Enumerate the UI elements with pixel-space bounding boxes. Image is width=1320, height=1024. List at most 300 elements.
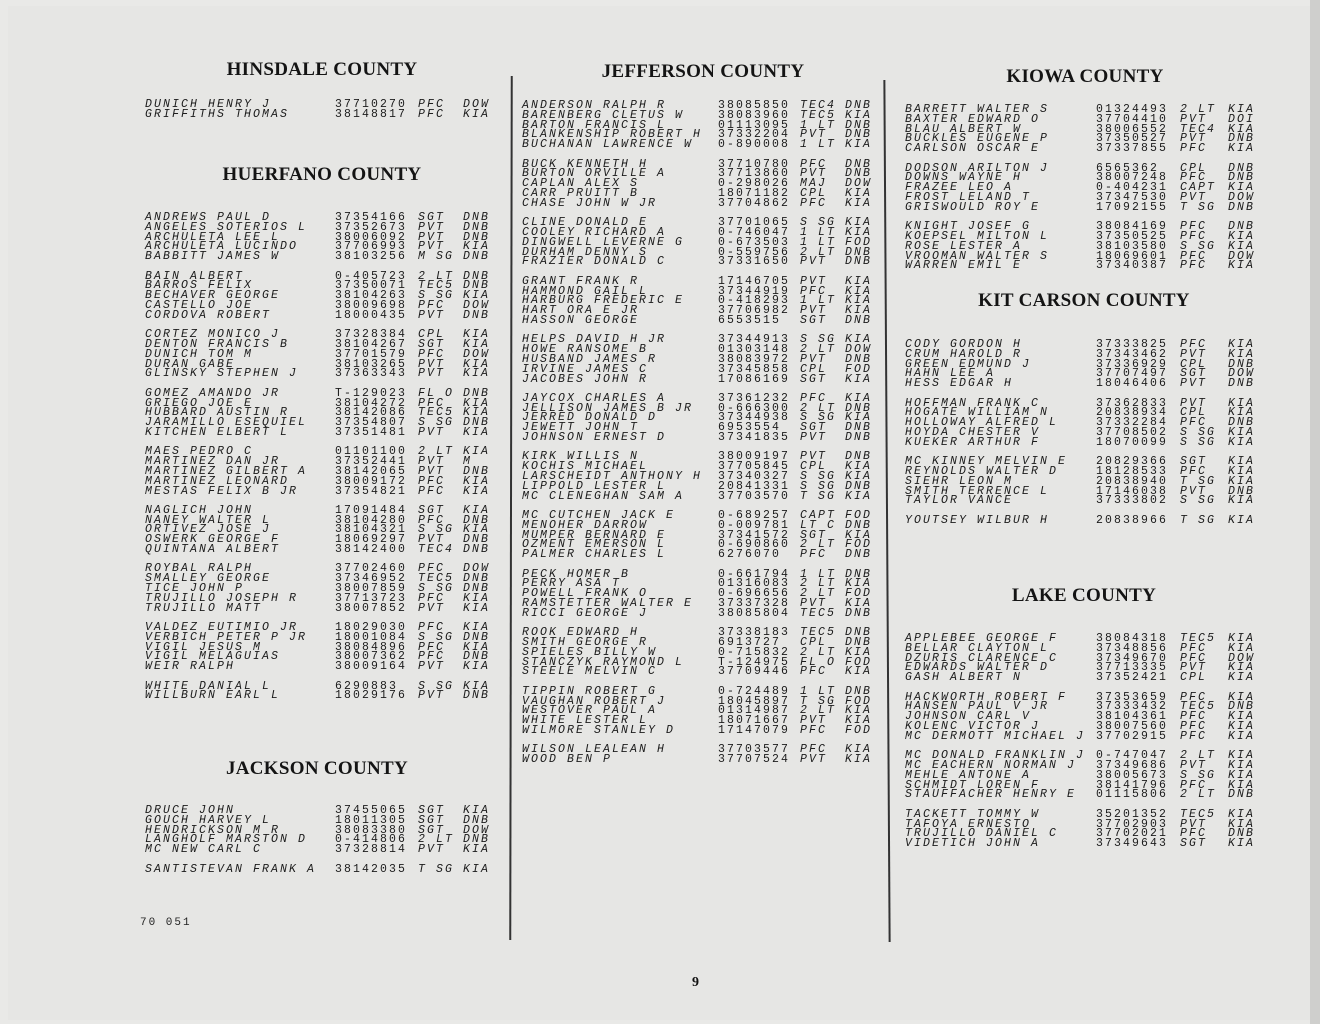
name: SPIELES BILLY W	[522, 645, 658, 659]
name: HELPS DAVID H JR	[522, 333, 667, 347]
county-heading: LAKE COUNTY	[1011, 585, 1157, 606]
serial-number: 37354807	[335, 416, 408, 430]
name: WHITE LESTER L	[522, 714, 649, 728]
name: IRVINE JAMES C	[522, 362, 649, 376]
status: FOD	[845, 509, 873, 523]
serial-number: 37345858	[718, 362, 791, 376]
name: SMITH TERRENCE L	[905, 484, 1050, 498]
rank: SGT	[418, 503, 446, 517]
county-heading: HINSDALE COUNTY	[226, 59, 418, 80]
name: BAXTER EDWARD O	[905, 112, 1041, 126]
name: CASTELLO JOE	[145, 298, 254, 312]
serial-number: 37333432	[1096, 700, 1169, 714]
name: PALMER CHARLES L	[522, 548, 667, 562]
rank: T SG	[1180, 513, 1217, 527]
name: BAIN ALBERT	[145, 269, 245, 283]
rank: SGT	[1180, 837, 1208, 851]
county-heading: KIOWA COUNTY	[1006, 66, 1164, 87]
name: GOMEZ AMANDO JR	[145, 386, 281, 400]
page-number: 9	[692, 975, 699, 990]
name: STANCZYK RAYMOND L	[522, 655, 685, 669]
serial-number: 01113095	[718, 118, 791, 132]
rank: PVT	[800, 128, 828, 142]
rank: S SG	[1180, 494, 1217, 508]
serial-number: 37713723	[335, 591, 408, 605]
name: STAUFFACHER HENRY E	[905, 788, 1077, 802]
serial-number: 20838940	[1096, 474, 1169, 488]
name: CAPLAN ALEX S	[522, 177, 640, 191]
rank: T SG	[1180, 200, 1217, 214]
status: DNB	[1228, 200, 1256, 214]
rank: PVT	[800, 167, 828, 181]
status: KIA	[463, 425, 491, 439]
rank: PFC	[1180, 220, 1208, 234]
status: DNB	[463, 230, 491, 244]
name: CLINE DONALD E	[522, 216, 649, 230]
status: DOW	[463, 562, 491, 576]
serial-number: 37343462	[1096, 347, 1169, 361]
rank: PFC	[418, 562, 446, 576]
rank: CPL	[1180, 406, 1208, 420]
serial-number: 0-715832	[718, 645, 791, 659]
rank: PVT	[418, 240, 446, 254]
serial-number: 0-746047	[718, 225, 791, 239]
serial-number: 0-418293	[718, 294, 791, 308]
name: SIEHR LEON M	[905, 474, 1014, 488]
name: HUBBARD AUSTIN R	[145, 406, 290, 420]
rank: PFC	[1180, 259, 1208, 273]
status: KIA	[463, 640, 491, 654]
rank: TEC5	[418, 572, 455, 586]
rank: CPL	[800, 362, 828, 376]
status: KIA	[463, 107, 491, 121]
rank: PFC	[800, 157, 828, 171]
name: BARENBERG CLETUS W	[522, 108, 685, 122]
rank: T SG	[1180, 474, 1217, 488]
rank: S SG	[418, 289, 455, 303]
serial-number: 37361232	[718, 391, 791, 405]
status: DNB	[463, 279, 491, 293]
rank: PFC	[418, 347, 446, 361]
rank: PFC	[418, 513, 446, 527]
status: KIA	[1228, 719, 1256, 733]
name: MARTINEZ DAN JR	[145, 455, 281, 469]
rank: PFC	[418, 107, 446, 121]
serial-number: 0-696656	[718, 587, 791, 601]
rank: FL O	[418, 386, 455, 400]
status: DNB	[845, 626, 873, 640]
rank: PVT	[1180, 190, 1208, 204]
serial-number: 37337855	[1096, 142, 1169, 156]
name: HACKWORTH ROBERT F	[905, 690, 1068, 704]
name: HENDRICKSON M R	[145, 823, 281, 837]
serial-number: 38142035	[335, 862, 408, 876]
name: GRANT FRANK R	[522, 274, 640, 288]
serial-number: 37350071	[335, 279, 408, 293]
serial-number: 18071667	[718, 714, 791, 728]
status: KIA	[1228, 406, 1256, 420]
name: CARLSON OSCAR E	[905, 142, 1041, 156]
rank: PVT	[418, 357, 446, 371]
name: HOWE RANSOME B	[522, 343, 649, 357]
serial-number: 37328384	[335, 328, 408, 342]
rank: PVT	[1180, 484, 1208, 498]
name: HOFFMAN FRANK C	[905, 396, 1041, 410]
status: KIA	[463, 591, 491, 605]
rank: TEC5	[800, 108, 837, 122]
rank: SGT	[418, 337, 446, 351]
rank: PVT	[418, 533, 446, 547]
status: FOD	[845, 655, 873, 669]
rank: PVT	[1180, 758, 1208, 772]
rank: TEC5	[800, 626, 837, 640]
status: KIA	[845, 372, 873, 386]
name: DURAN GABE	[145, 357, 236, 371]
serial-number: 38142400	[335, 543, 408, 557]
status: DNB	[1228, 220, 1256, 234]
rank: PFC	[418, 474, 446, 488]
status: KIA	[463, 240, 491, 254]
serial-number: 38007248	[1096, 171, 1169, 185]
serial-number: 0-890008	[718, 138, 791, 152]
rank: PVT	[418, 425, 446, 439]
status: KIA	[1228, 729, 1256, 743]
name: DZURIS CLARENCE C	[905, 651, 1059, 665]
serial-number: 38005673	[1096, 768, 1169, 782]
serial-number: 0-559756	[718, 245, 791, 259]
serial-number: 37340327	[718, 470, 791, 484]
name: BARTON FRANCIS L	[522, 118, 667, 132]
serial-number: 38084318	[1096, 632, 1169, 645]
serial-number: 6913727	[718, 636, 782, 649]
serial-number: 37708502	[1096, 425, 1169, 439]
rank: PVT	[1180, 396, 1208, 410]
status: KIA	[845, 294, 873, 308]
rank: PVT	[1180, 377, 1208, 391]
name: HOYDA CHESTER V	[905, 425, 1041, 439]
rank: SGT	[800, 421, 828, 435]
status: KIA	[1228, 425, 1256, 439]
footer-code: 70 051	[140, 917, 192, 929]
name: MC KINNEY MELVIN E	[905, 455, 1068, 469]
serial-number: 18128533	[1096, 464, 1169, 478]
rank: PVT	[418, 230, 446, 244]
rank: PVT	[418, 660, 446, 674]
status: KIA	[463, 337, 491, 351]
serial-number: 37340387	[1096, 259, 1169, 273]
name: DUNICH HENRY J	[145, 98, 272, 111]
status: DNB	[1228, 357, 1256, 371]
status: KIA	[1228, 474, 1256, 488]
serial-number: 38103580	[1096, 239, 1169, 253]
status: KIA	[1228, 817, 1256, 831]
name: FRAZIER DONALD C	[522, 255, 667, 269]
status: DNB	[845, 606, 873, 620]
status: KIA	[463, 474, 491, 488]
status: KIA	[463, 503, 491, 517]
serial-number: 17086169	[718, 372, 791, 386]
status: FOD	[845, 694, 873, 708]
name: HAHN LEE A	[905, 367, 996, 381]
status: KIA	[463, 601, 491, 615]
name: WILSON LEALEAN H	[522, 743, 667, 757]
name: NANEY WALTER L	[145, 513, 272, 527]
status: DNB	[845, 352, 873, 366]
status: KIA	[845, 470, 873, 484]
name: JEWETT JOHN T	[522, 421, 640, 435]
name: KNIGHT JOSEF G	[905, 220, 1032, 234]
status: KIA	[1228, 338, 1256, 351]
rank: CAPT	[800, 509, 837, 523]
name: YOUTSEY WILBUR H	[905, 513, 1050, 527]
rank: S SG	[418, 582, 455, 596]
name: KOLENC VICTOR J	[905, 719, 1041, 733]
rank: 2 LT	[800, 577, 837, 591]
rank: SGT	[418, 813, 446, 827]
status: KIA	[845, 225, 873, 239]
status: KIA	[1228, 396, 1256, 410]
name: BELLAR CLAYTON L	[905, 641, 1050, 655]
serial-number: 37337328	[718, 597, 791, 611]
serial-number: 38085850	[718, 99, 791, 112]
rank: 2 LT	[800, 343, 837, 357]
county-heading: KIT CARSON COUNTY	[978, 290, 1190, 311]
status: KIA	[463, 357, 491, 371]
name: JOHNSON CARL V	[905, 710, 1032, 724]
name: KIRK WILLIS N	[522, 450, 640, 464]
name: BUCK KENNETH H	[522, 157, 649, 171]
serial-number: 37352421	[1096, 671, 1169, 685]
status: DNB	[463, 833, 491, 847]
name: EDWARDS WALTER D	[905, 661, 1050, 675]
serial-number: 37710780	[718, 157, 791, 171]
status: KIA	[463, 445, 491, 459]
serial-number: 0-404231	[1096, 181, 1169, 195]
rank: PVT	[1180, 112, 1208, 126]
serial-number: 37349686	[1096, 758, 1169, 772]
rank: CPL	[800, 186, 828, 200]
name: DINGWELL LEVERNE G	[522, 235, 685, 249]
serial-number: 17091484	[335, 503, 408, 517]
rank: PFC	[1180, 171, 1208, 185]
name: MC DONALD FRANKLIN J	[905, 749, 1086, 763]
rank: PFC	[1180, 229, 1208, 243]
status: KIA	[1228, 758, 1256, 772]
status: DNB	[845, 684, 873, 698]
status: DOW	[463, 823, 491, 837]
status: KIA	[1228, 778, 1256, 792]
serial-number: 37704862	[718, 196, 791, 210]
name: WARREN EMIL E	[905, 259, 1023, 273]
status: DNB	[463, 416, 491, 430]
rank: PFC	[1180, 729, 1208, 743]
name: VALDEZ EUTIMIO JR	[145, 621, 299, 635]
name: WILMORE STANLEY D	[522, 723, 676, 737]
name: SMALLEY GEORGE	[145, 572, 272, 586]
serial-number: 18000435	[335, 308, 408, 322]
rank: S SG	[1180, 435, 1217, 449]
status: KIA	[1228, 807, 1256, 821]
rank: PFC	[800, 723, 828, 737]
status: KIA	[845, 304, 873, 318]
rank: PVT	[418, 843, 446, 857]
serial-number: 38007859	[335, 582, 408, 596]
status: DNB	[1228, 484, 1256, 498]
status: DNB	[463, 689, 491, 703]
serial-number: 01314987	[718, 704, 791, 718]
name: ORTIVEZ JOSE J	[145, 523, 272, 537]
status: DOW	[845, 343, 873, 357]
serial-number: 18046406	[1096, 377, 1169, 391]
rank: TEC5	[1180, 807, 1217, 821]
rank: PFC	[418, 640, 446, 654]
serial-number: 18070099	[1096, 435, 1169, 449]
status: KIA	[463, 406, 491, 420]
name: LIPPOLD LESTER L	[522, 479, 667, 493]
serial-number: 17092155	[1096, 200, 1169, 214]
rank: PFC	[800, 548, 828, 562]
name: QUINTANA ALBERT	[145, 543, 281, 557]
name: MEHLE ANTONE A	[905, 768, 1032, 782]
serial-number: 37349643	[1096, 837, 1169, 851]
serial-number: 37336929	[1096, 357, 1169, 371]
serial-number: 37710270	[335, 98, 408, 111]
rank: 2 LT	[1180, 749, 1217, 763]
status: DNB	[463, 582, 491, 596]
serial-number: 38085804	[718, 606, 791, 620]
rank: 1 LT	[800, 684, 837, 698]
rank: PVT	[800, 255, 828, 269]
serial-number: 37350525	[1096, 229, 1169, 243]
rank: SGT	[1180, 367, 1208, 381]
name: TRUJILLO DANIEL C	[905, 827, 1059, 841]
serial-number: 38084896	[335, 640, 408, 654]
serial-number: 18029176	[335, 689, 408, 703]
name: TAYLOR VANCE	[905, 494, 1014, 508]
name: COOLEY RICHARD A	[522, 225, 667, 239]
status: KIA	[845, 528, 873, 542]
serial-number: 18029030	[335, 621, 408, 635]
serial-number: 37346952	[335, 572, 408, 586]
status: KIA	[845, 597, 873, 611]
status: DNB	[463, 220, 491, 234]
name: KUEKER ARTHUR F	[905, 435, 1041, 449]
rank: PFC	[1180, 249, 1208, 263]
serial-number: 20829366	[1096, 455, 1169, 469]
serial-number: 6290883	[335, 679, 399, 693]
name: NAGLICH JOHN	[145, 503, 254, 517]
serial-number: 37702903	[1096, 817, 1169, 831]
serial-number: 38103265	[335, 357, 408, 371]
name: OSWERK GEORGE F	[145, 533, 281, 547]
serial-number: 38006552	[1096, 122, 1169, 136]
serial-number: 37713860	[718, 167, 791, 181]
serial-number: 01316083	[718, 577, 791, 591]
serial-number: 37705845	[718, 460, 791, 474]
name: VAUGHAN ROBERT J	[522, 694, 667, 708]
rank: 2 LT	[800, 538, 837, 552]
status: KIA	[845, 284, 873, 298]
rank: TEC4	[1180, 122, 1217, 136]
rank: PFC	[1180, 710, 1208, 724]
name: GRIFFITHS THOMAS	[145, 107, 290, 121]
status: FOD	[845, 235, 873, 249]
serial-number: 37332204	[718, 128, 791, 142]
serial-number: 37706982	[718, 304, 791, 318]
name: BABBITT JAMES W	[145, 250, 281, 264]
serial-number: 6565362	[1096, 161, 1160, 175]
status: KIA	[463, 396, 491, 410]
rank: S SG	[800, 479, 837, 493]
county-heading: JACKSON COUNTY	[225, 758, 409, 779]
rank: TEC5	[800, 606, 837, 620]
serial-number: 0-661794	[718, 567, 791, 581]
rank: S SG	[800, 216, 837, 230]
rank: 2 LT	[1180, 103, 1217, 116]
rank: S SG	[1180, 425, 1217, 439]
status: DNB	[1228, 788, 1256, 802]
name: GASH ALBERT N	[905, 671, 1023, 685]
rank: S SG	[800, 333, 837, 347]
serial-number: 37701065	[718, 216, 791, 230]
serial-number: 18045897	[718, 694, 791, 708]
serial-number: 37354821	[335, 484, 408, 498]
name: CHASE JOHN W JR	[522, 196, 658, 210]
county-heading: JEFFERSON COUNTY	[601, 61, 805, 82]
name: POWELL FRANK O	[522, 587, 649, 601]
rank: TEC4	[418, 543, 455, 557]
rank: PFC	[418, 591, 446, 605]
name: MC CUTCHEN JACK E	[522, 509, 676, 523]
name: TRUJILLO JOSEPH R	[145, 591, 299, 605]
serial-number: 37341835	[718, 431, 791, 445]
name: KOEPSEL MILTON L	[905, 229, 1050, 243]
status: DOW	[1228, 367, 1256, 381]
name: SMITH GEORGE R	[522, 636, 649, 649]
name: DURHAM DENNY S	[522, 245, 649, 259]
serial-number: 37347530	[1096, 190, 1169, 204]
name: DUNICH TOM M	[145, 347, 254, 361]
rank: PFC	[418, 621, 446, 635]
name: VIGIL JESUS M	[145, 640, 263, 654]
serial-number: 37353659	[1096, 690, 1169, 704]
status: KIA	[463, 523, 491, 537]
status: DNB	[845, 567, 873, 581]
serial-number: 17146038	[1096, 484, 1169, 498]
name: MARTINEZ LEONARD	[145, 474, 290, 488]
rank: S SG	[800, 411, 837, 425]
name: BARRETT WALTER S	[905, 103, 1050, 116]
rank: PFC	[1180, 464, 1208, 478]
serial-number: 38104267	[335, 337, 408, 351]
rank: PVT	[418, 367, 446, 381]
serial-number: 38104321	[335, 523, 408, 537]
serial-number: 37341572	[718, 528, 791, 542]
serial-number: 38104361	[1096, 710, 1169, 724]
name: KOCHIS MICHAEL	[522, 460, 649, 474]
rank: SGT	[418, 823, 446, 837]
serial-number: 17146705	[718, 274, 791, 288]
serial-number: 38007852	[335, 601, 408, 615]
status: DNB	[845, 118, 873, 132]
status: KIA	[1228, 837, 1256, 851]
name: BARROS FELIX	[145, 279, 254, 293]
serial-number: 37333802	[1096, 494, 1169, 508]
name: DODSON ARILTON J	[905, 161, 1050, 175]
rank: CPL	[1180, 357, 1208, 371]
status: DNB	[845, 313, 873, 327]
rank: TEC4	[800, 99, 837, 112]
